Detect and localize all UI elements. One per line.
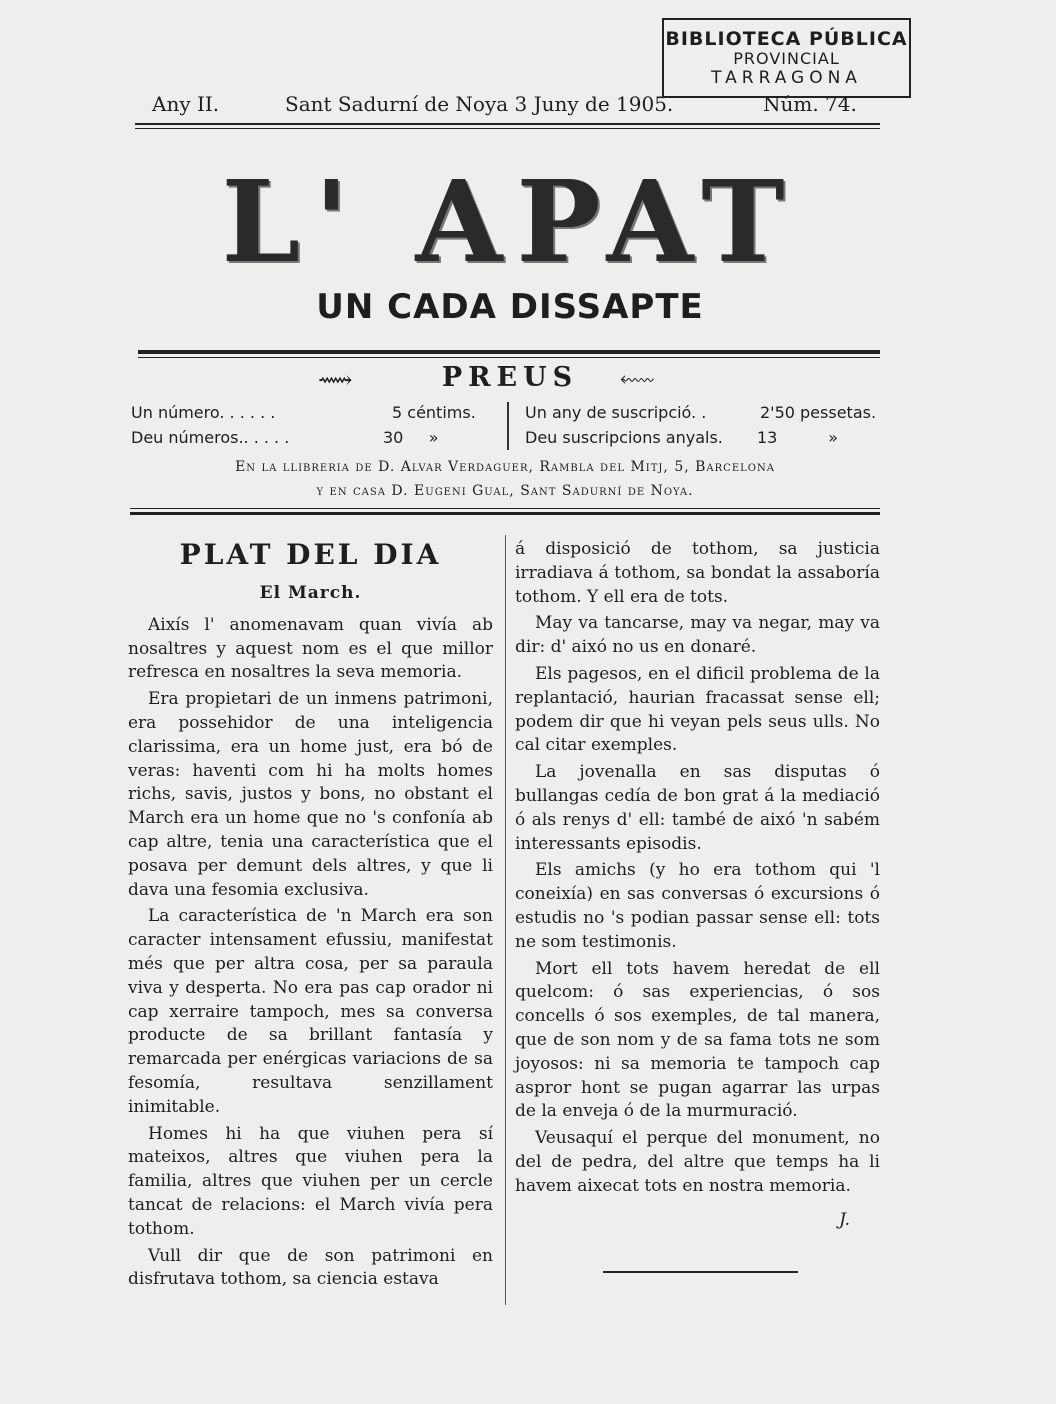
prices-heading: PREUS	[441, 362, 579, 393]
paragraph: Aixís l' anomenavam quan vivía ab nosaltres y aquest nom es el que millor refresca en nosaltres la seva memoria.	[128, 614, 493, 683]
section-title: PLAT DEL DIA	[179, 538, 442, 571]
prices-divider	[507, 402, 509, 450]
paragraph: Mort ell tots havem heredat de ell quelcom: ó sas experiencias, ó sos concells ó sos exemples, de tal manera, que de son nom y de sa fama tots ne som joyosos: ni sa memoria te tampoch cap aspror hont se pugan agarrar las urpas de la enveja ó de la murmuració.	[515, 958, 880, 1122]
library-stamp	[662, 18, 911, 98]
place-date: Sant Sadurní de Noya 3 Juny de 1905.	[285, 92, 674, 116]
price-item-2: Deu números.. . . . .	[131, 428, 290, 447]
header-rule-bottom	[135, 128, 880, 129]
ornament-left-icon: ⟿	[318, 366, 353, 394]
masthead-rule-thin	[138, 357, 880, 358]
paragraph: Vull dir que de son patrimoni en disfrutava tothom, sa ciencia estava	[128, 1245, 493, 1290]
article-column-1	[128, 540, 493, 1295]
paragraph: á disposició de tothom, sa justicia irradiava á tothom, sa bondat la assaboría tothom. Y ell era de tots.	[515, 539, 880, 607]
price-value-2: 30 »	[383, 428, 439, 447]
stamp-line-2: PROVINCIAL	[733, 49, 840, 68]
price-item-4: Deu suscripcions anyals.	[525, 428, 723, 447]
dateline	[135, 92, 880, 120]
stamp-line-3: TARRAGONA	[711, 68, 862, 88]
paragraph: La jovenalla en sas disputas ó bullangas cedía de bon grat á la mediació ó als renys d' ell: també de aixó 'n sabém interessants episodis.	[515, 762, 880, 854]
paragraph: Els pagesos, en el dificil problema de la replantació, haurian fracassat sense ell; podem dir que hi veyan pels seus ulls. No cal citar exemples.	[515, 663, 880, 756]
paragraph: Era propietari de un inmens patrimoni, era possehidor de una inteligencia clarissima, era un home just, era bó de veras: haventi com hi ha molts homes richs, savis, justos y bons, no obstant el March era un home que no 's confonía ab cap altre, tenia una característica que el posava per demunt dels altres, y que li dava una fesomia exclusiva.	[128, 689, 493, 900]
section-rule-thick	[130, 512, 880, 515]
paragraph: May va tancarse, may va negar, may va dir: d' aixó no us en donaré.	[515, 613, 880, 658]
price-item-1: Un número. . . . . .	[131, 403, 276, 422]
article-column-2	[515, 538, 880, 1232]
signature: J.	[839, 1209, 850, 1230]
column-divider	[505, 535, 506, 1305]
article-title: El March.	[259, 583, 362, 603]
section-rule-thin	[130, 508, 880, 509]
header-rule-top	[135, 123, 880, 125]
paragraph: La característica de 'n March era son caracter intensament efussiu, manifestat més que per altra cosa, per sa paraula viva y desperta. No era pas cap orador ni cap xerraire tampoch, mes sa conversa producte de sa brillant fantasía y remarcada per enérgicas variacions de sa fesomía, resultava senzillament inimitable.	[128, 906, 493, 1117]
end-rule	[603, 1271, 798, 1273]
issue-year: Any II.	[152, 92, 220, 116]
ornament-right-icon: ⬳	[620, 366, 655, 394]
price-value-3: 2'50 pessetas.	[760, 403, 877, 422]
masthead-rule-thick	[138, 350, 880, 354]
masthead-title: L' APAT	[221, 157, 799, 288]
stamp-line-1: BIBLIOTECA PÚBLICA	[665, 28, 908, 50]
paragraph: Homes hi ha que viuhen pera sí mateixos, altres que viuhen pera la familia, altres que viuhen per un cercle tancat de relacions: el March vivía pera tothom.	[128, 1123, 493, 1239]
price-item-3: Un any de suscripció. .	[525, 403, 707, 422]
paragraph: Els amichs (y ho era tothom qui 'l coneixía) en sas conversas ó excursions ó estudis no 's podian passar sense ell: tots ne som testimonis.	[515, 860, 880, 952]
vendor-line-2: y en casa D. Eugeni Gual, Sant Sadurní de Noya.	[316, 483, 694, 499]
price-value-4: 13 »	[757, 428, 839, 447]
issue-number: Núm. 74.	[763, 92, 857, 116]
vendor-line-1: En la llibreria de D. Alvar Verdaguer, Rambla del Mitj, 5, Barcelona	[235, 459, 775, 475]
masthead-subtitle: UN CADA DISSAPTE	[316, 287, 704, 327]
paragraph: Veusaquí el perque del monument, no del de pedra, del altre que temps ha li havem aixecat tots en nostra memoria.	[515, 1128, 880, 1196]
price-value-1: 5 céntims.	[392, 403, 476, 422]
